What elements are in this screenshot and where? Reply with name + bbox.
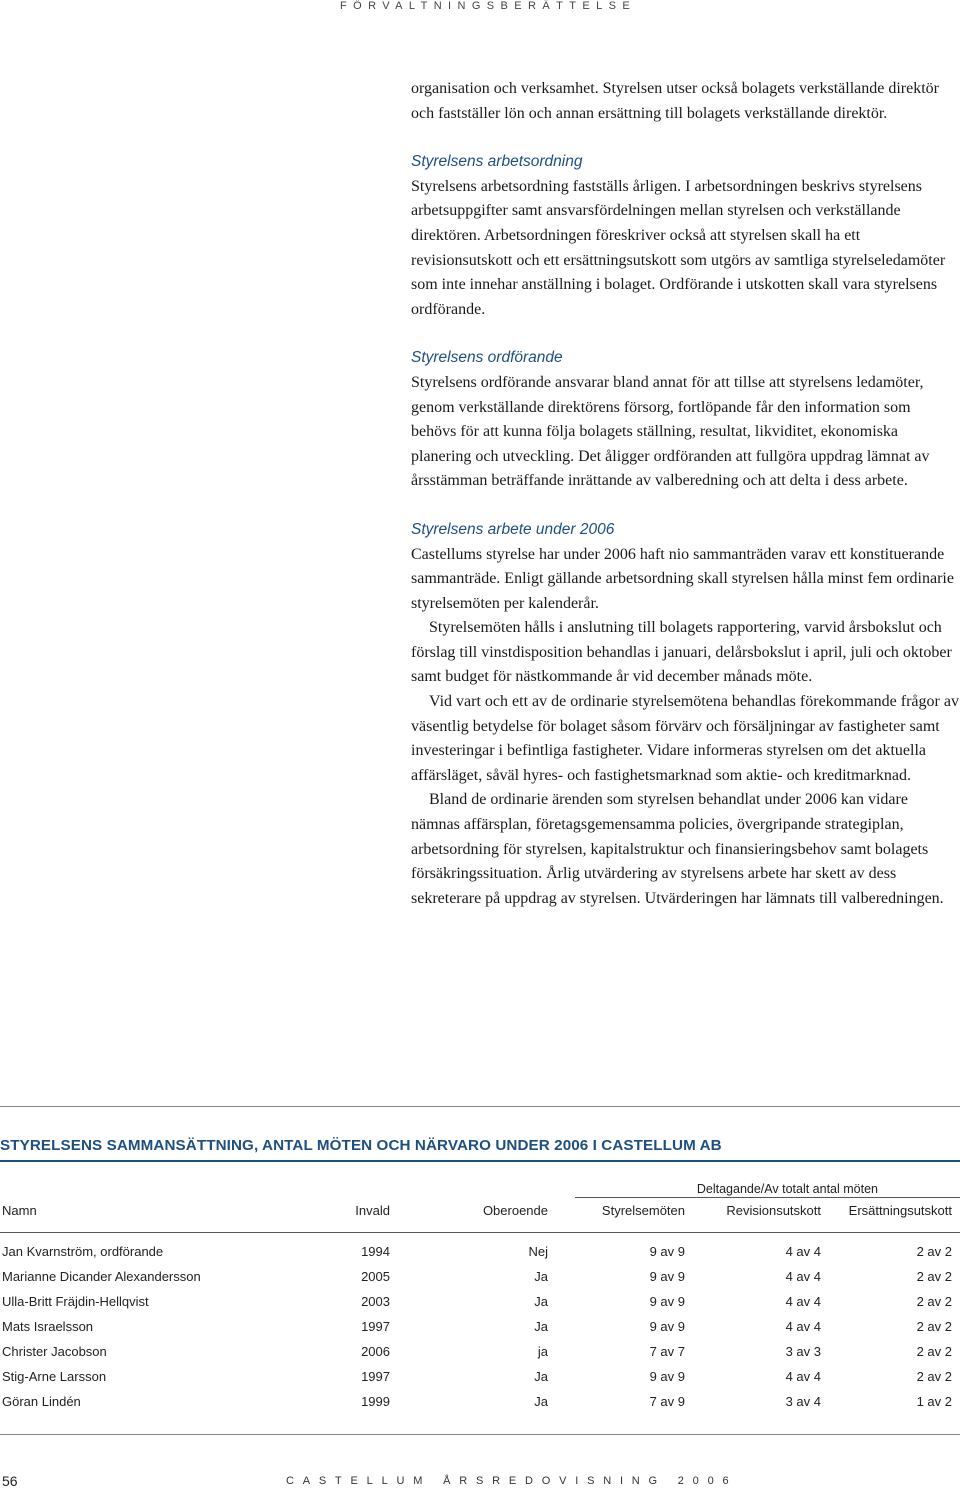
cell-ersattningsutskott: 2 av 2 xyxy=(916,1244,952,1259)
table-top-divider xyxy=(0,1106,960,1107)
cell-namn: Jan Kvarnström, ordförande xyxy=(2,1244,164,1259)
cell-revisionsutskott: 4 av 4 xyxy=(785,1294,821,1309)
cell-namn: Ulla-Britt Fräjdin-Hellqvist xyxy=(2,1294,149,1309)
table-group-header: Deltagande/Av totalt antal möten xyxy=(696,1182,878,1196)
cell-revisionsutskott: 3 av 3 xyxy=(785,1344,821,1359)
table-header-row xyxy=(0,1203,960,1221)
cell-invald: 2006 xyxy=(361,1344,390,1359)
table-header-divider xyxy=(0,1232,960,1233)
cell-styrelsemoten: 9 av 9 xyxy=(649,1294,685,1309)
paragraph-arbete-2: Styrelsemöten hålls i anslutning till bolagets rapportering, varvid årsbokslut och förslag till vinstdisposition behandlas i januari, delårsbokslut i april, juli och oktober samt budget för nästkommande år vid december månads möte. xyxy=(411,619,952,686)
column-header-revisionsutskott: Revisionsutskott xyxy=(726,1203,821,1218)
paragraph-arbetsordning: Styrelsens arbetsordning fastställs årligen. I arbetsordningen beskrivs styrelsens arbetsuppgifter samt ansvarsfördelningen mellan styrelsen och verkställande direktören. Arbetsordningen föreskriver också att styrelsen skall ha ett revisionsutskott och ett ersättningsutskott som utgörs av samtliga styrelseledamöter som inte innehar anställning i bolaget. Ordförande i utskotten skall vara styrelsens ordförande. xyxy=(411,177,946,318)
cell-invald: 2003 xyxy=(361,1294,390,1309)
paragraph-ordforande: Styrelsens ordförande ansvarar bland annat för att tillse att styrelsens ledamöter, genom verkställande direktörens försorg, fortlöpande får den information som behövs för att kunna följa bolagets ställning, resultat, likviditet, ekonomiska planering och utveckling. Det åligger ordföranden att fullgöra uppdrag lämnat av årsstämman beträffande inrättande av valberedning och att delta i dess arbete. xyxy=(411,373,930,490)
cell-styrelsemoten: 7 av 9 xyxy=(649,1394,685,1409)
cell-namn: Stig-Arne Larsson xyxy=(2,1369,107,1384)
paragraph-arbete-1: Castellums styrelse har under 2006 haft nio sammanträden varav ett konstituerande sammanträde. Enligt gällande arbetsordning skall styrelsen hålla minst fem ordinarie styrelsemöten per kalenderår. xyxy=(411,545,954,612)
cell-revisionsutskott: 4 av 4 xyxy=(785,1319,821,1334)
paragraph-arbete-3: Vid vart och ett av de ordinarie styrelsemötena behandlas förekommande frågor av väsentlig betydelse för bolaget såsom förvärv och försäljningar av fastigheter samt investeringar i befintliga fastigheter. Vidare informeras styrelsen om det aktuella affärsläget, såväl hyres- och fastighetsmarknad som aktie- och kreditmarknad. xyxy=(411,693,959,784)
column-header-invald: Invald xyxy=(355,1203,390,1218)
cell-ersattningsutskott: 2 av 2 xyxy=(916,1369,952,1384)
cell-styrelsemoten: 9 av 9 xyxy=(649,1369,685,1384)
cell-styrelsemoten: 9 av 9 xyxy=(649,1269,685,1284)
table-row xyxy=(0,1344,960,1362)
running-footer: CASTELLUM ÅRSREDOVISNING 2006 xyxy=(286,1475,738,1487)
column-header-namn: Namn xyxy=(2,1203,37,1218)
cell-revisionsutskott: 3 av 4 xyxy=(785,1394,821,1409)
cell-ersattningsutskott: 1 av 2 xyxy=(916,1394,952,1409)
cell-styrelsemoten: 7 av 7 xyxy=(649,1344,685,1359)
body-column xyxy=(411,77,959,911)
table-row xyxy=(0,1244,960,1262)
cell-revisionsutskott: 4 av 4 xyxy=(785,1244,821,1259)
cell-namn: Christer Jacobson xyxy=(2,1344,107,1359)
cell-revisionsutskott: 4 av 4 xyxy=(785,1269,821,1284)
cell-oberoende: Ja xyxy=(534,1269,548,1284)
table-title: STYRELSENS SAMMANSÄTTNING, ANTAL MÖTEN OCH NÄRVARO UNDER 2006 I CASTELLUM AB xyxy=(0,1137,722,1154)
cell-invald: 1994 xyxy=(361,1244,390,1259)
paragraph-arbete-4: Bland de ordinarie ärenden som styrelsen behandlat under 2006 kan vidare nämnas affärsplan, företagsgemensamma policies, övergripande strategiplan, arbetsordning för styrelsen, kapitalstruktur och finansieringsbehov samt bolagets försäkringssituation. Årlig utvärdering av styrelsens arbete har skett av dess sekreterare på uppdrag av styrelsen. Utvärderingen har lämnats till valberedningen. xyxy=(411,791,944,907)
cell-invald: 1997 xyxy=(361,1319,390,1334)
heading-arbete-2006: Styrelsens arbete under 2006 xyxy=(411,520,615,538)
cell-namn: Marianne Dicander Alexandersson xyxy=(2,1269,201,1284)
running-header: FÖRVALTNINGSBERÄTTELSE xyxy=(340,0,637,12)
cell-oberoende: ja xyxy=(537,1344,548,1359)
cell-oberoende: Ja xyxy=(534,1319,548,1334)
cell-invald: 1997 xyxy=(361,1369,390,1384)
heading-ordforande: Styrelsens ordförande xyxy=(411,349,563,367)
cell-revisionsutskott: 4 av 4 xyxy=(785,1369,821,1384)
heading-arbetsordning: Styrelsens arbetsordning xyxy=(411,153,583,171)
cell-namn: Mats Israelsson xyxy=(2,1319,94,1334)
table-row xyxy=(0,1269,960,1287)
column-header-oberoende: Oberoende xyxy=(482,1203,548,1218)
table-bottom-divider xyxy=(0,1434,960,1435)
cell-styrelsemoten: 9 av 9 xyxy=(649,1319,685,1334)
table-row xyxy=(0,1394,960,1412)
column-header-styrelsemoten: Styrelsemöten xyxy=(601,1203,685,1218)
cell-oberoende: Ja xyxy=(534,1394,548,1409)
table-row xyxy=(0,1294,960,1312)
cell-invald: 2005 xyxy=(361,1269,390,1284)
cell-oberoende: Ja xyxy=(534,1294,548,1309)
cell-ersattningsutskott: 2 av 2 xyxy=(916,1344,952,1359)
cell-ersattningsutskott: 2 av 2 xyxy=(916,1294,952,1309)
cell-ersattningsutskott: 2 av 2 xyxy=(916,1319,952,1334)
column-header-ersattningsutskott: Ersättningsutskott xyxy=(848,1203,952,1218)
table-row xyxy=(0,1319,960,1337)
page-number: 56 xyxy=(2,1473,18,1489)
table-group-divider xyxy=(575,1197,960,1198)
cell-oberoende: Ja xyxy=(534,1369,548,1384)
cell-oberoende: Nej xyxy=(528,1244,548,1259)
cell-namn: Göran Lindén xyxy=(2,1394,81,1409)
cell-styrelsemoten: 9 av 9 xyxy=(649,1244,685,1259)
table-title-divider xyxy=(0,1160,960,1162)
cell-invald: 1999 xyxy=(361,1394,390,1409)
table-row xyxy=(0,1369,960,1387)
cell-ersattningsutskott: 2 av 2 xyxy=(916,1269,952,1284)
intro-paragraph: organisation och verksamhet. Styrelsen utser också bolagets verkställande direktör och fastställer lön och annan ersättning till bolagets verkställande direktör. xyxy=(411,80,939,122)
